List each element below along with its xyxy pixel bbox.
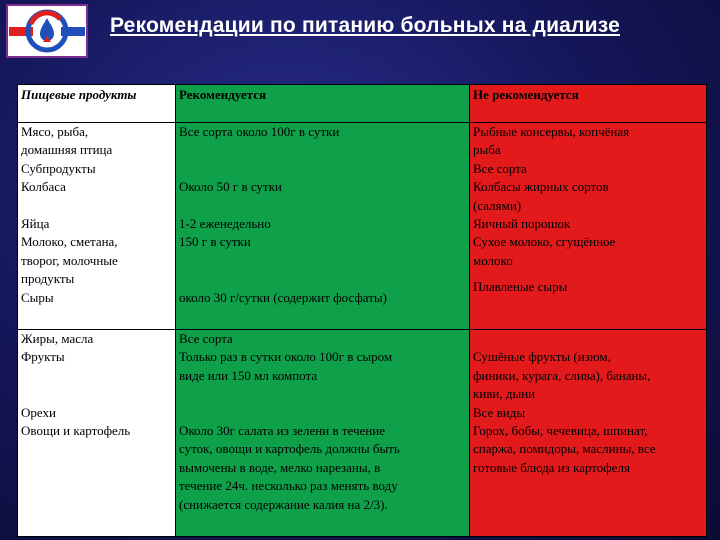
not-recommended-item: Плавленые сыры	[473, 279, 568, 295]
table-row	[18, 123, 707, 330]
recommended-item: вымочены в воде, мелко нарезаны, в	[179, 459, 381, 475]
recommended-item: виде или 150 мл компота	[179, 367, 318, 383]
product-item: Овощи и картофель	[21, 423, 131, 438]
product-item: творог, молочные	[21, 252, 118, 268]
recommended-item: (снижается содержание калия на 2/3).	[179, 496, 388, 512]
header-products: Пищевые продукты	[18, 85, 176, 123]
product-item: Молоко, сметана,	[21, 234, 118, 250]
recommended-item: течение 24ч. несколько раз менять воду	[179, 478, 398, 494]
product-item: Яйца	[21, 216, 50, 232]
table-row	[18, 330, 707, 537]
recommended-item: Около 50 г в сутки	[179, 179, 282, 195]
header-recommended: Рекомендуется	[176, 85, 470, 123]
not-recommended-item: Яичный порошок	[473, 216, 571, 232]
not-recommended-item: финики, курага, слива), бананы,	[473, 367, 651, 383]
not-recommended-item: Сухое молоко, сгущённое	[473, 234, 616, 250]
slide-title: Рекомендации по питанию больных на диализе	[110, 14, 620, 37]
recommended-item: 1-2 еженедельно	[179, 215, 271, 231]
recommended-item: Все сорта	[179, 331, 233, 346]
recommended-item: 150 г в сутки	[179, 234, 251, 250]
not-recommended-item: Все виды	[473, 404, 526, 420]
product-item: Фрукты	[21, 349, 65, 365]
recommended-item: Все сорта около 100г в сутки	[179, 124, 340, 139]
not-recommended-cell	[470, 123, 707, 330]
product-item: Субпродукты	[21, 160, 96, 176]
product-item: продукты	[21, 271, 75, 287]
not-recommended-item: (салями)	[473, 197, 522, 213]
product-item: Сыры	[21, 289, 54, 305]
product-item: Колбаса	[21, 179, 66, 195]
recommended-item: около 30 г/сутки (содержит фосфаты)	[179, 289, 387, 305]
not-recommended-item: молоко	[473, 252, 513, 268]
recommended-cell	[176, 330, 470, 537]
not-recommended-cell	[470, 330, 707, 537]
recommended-item: Около 30г салата из зелени в течение	[179, 423, 385, 438]
not-recommended-item: Горох, бобы, чечевица, шпинат,	[473, 423, 648, 439]
recommended-item: Только раз в сутки около 100г в сыром	[179, 349, 393, 365]
not-recommended-item: киви, дыни	[473, 386, 536, 402]
not-recommended-item: Рыбные консервы, копчёная	[473, 124, 630, 139]
not-recommended-item: рыба	[473, 142, 501, 158]
recommended-cell	[176, 123, 470, 330]
not-recommended-item: спаржа, помидоры, маслины, все	[473, 441, 656, 457]
header-not-recommended: Не рекомендуется	[470, 85, 707, 123]
nutrition-table	[17, 84, 707, 537]
products-cell	[18, 330, 176, 537]
product-item: домашняя птица	[21, 142, 113, 158]
not-recommended-item: Колбасы жирных сортов	[473, 179, 609, 195]
product-item: Мясо, рыба,	[21, 124, 89, 139]
table-header-row	[18, 85, 707, 123]
not-recommended-item: Сушёные фрукты (изюм,	[473, 349, 611, 365]
recommended-item: суток, овощи и картофель должны быть	[179, 441, 400, 457]
dialysis-logo-icon	[6, 4, 88, 58]
products-cell	[18, 123, 176, 330]
not-recommended-item: Все сорта	[473, 160, 527, 176]
product-item: Жиры, масла	[21, 331, 94, 346]
not-recommended-item: готовые блюда из картофеля	[473, 459, 630, 475]
product-item: Орехи	[21, 404, 56, 420]
